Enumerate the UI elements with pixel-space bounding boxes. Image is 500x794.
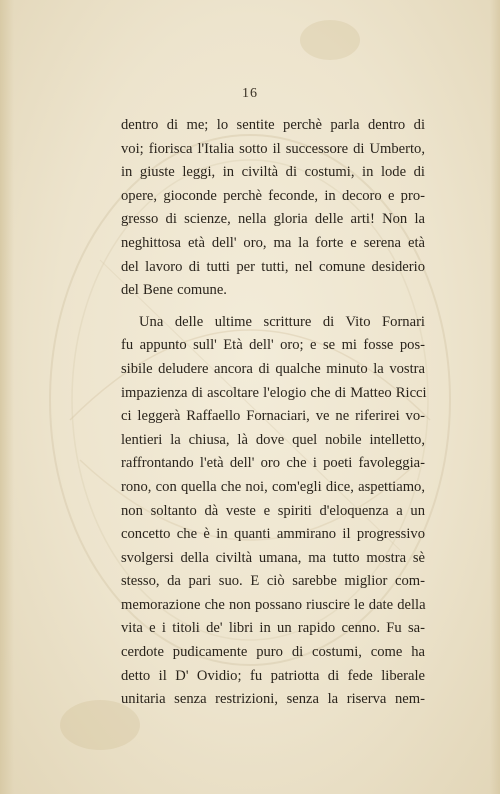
text-line: opere, gioconde perchè feconde, in decoro e pro-: [121, 187, 425, 204]
text-line: neghittosa età dell' oro, ma la forte e serena età: [121, 234, 425, 251]
page-edge-left: [0, 0, 14, 794]
text-line: concetto che è in quanti ammirano il progressivo: [121, 526, 425, 543]
text-line: memorazione che non possano riuscire le date della: [121, 596, 426, 613]
body-text: [121, 114, 425, 712]
text-line: stesso, da pari suo. E ciò sarebbe miglior com-: [121, 573, 425, 590]
text-line: gresso di scienze, nella gloria delle arti! Non la: [121, 211, 425, 228]
text-line: dentro di me; lo sentite perchè parla dentro di: [121, 117, 425, 133]
text-line: impazienza di ascoltare l'elogio che di Matteo Ricci: [121, 384, 427, 401]
paper-stain: [300, 20, 360, 60]
text-line: detto il D' Ovidio; fu patriotta di fede liberale: [121, 667, 425, 684]
text-line: del Bene comune.: [121, 282, 227, 299]
text-line: ci leggerà Raffaello Fornaciari, ve ne riferirei vo-: [121, 408, 425, 425]
text-line: del lavoro di tutti per tutti, nel comune desiderio: [121, 258, 425, 275]
paragraph-gap: [121, 303, 425, 311]
text-line: cerdote pudicamente puro di costumi, come ha: [121, 644, 425, 661]
text-line: raffrontando l'età dell' oro che i poeti favoleggia-: [121, 455, 425, 472]
text-line: sibile deludere ancora di qualche minuto la vostra: [121, 360, 425, 377]
text-line: svolgersi della civiltà umana, ma tutto mostra sè: [121, 549, 425, 566]
text-line: non soltanto dà veste e spiriti d'eloquenza a un: [121, 502, 425, 519]
text-line: rono, con quella che noi, com'egli dice, aspettiamo,: [121, 478, 425, 495]
text-line: vita e i titoli de' libri in un rapido cenno. Fu sa-: [121, 620, 425, 637]
text-line: unitaria senza restrizioni, senza la riserva nem-: [121, 691, 425, 708]
text-line: Una delle ultime scritture di Vito Fornari: [139, 313, 425, 330]
text-line: in giuste leggi, in civiltà di costumi, in lode di: [121, 164, 425, 181]
text-line: lentieri la chiusa, là dove quel nobile intelletto,: [121, 431, 425, 448]
page-number: 16: [242, 86, 258, 101]
page-edge-right: [490, 0, 500, 794]
text-line: voi; fiorisca l'Italia sotto il successore di Umberto,: [121, 140, 425, 157]
text-line: fu appunto sull' Età dell' oro; e se mi fosse pos-: [121, 337, 425, 354]
